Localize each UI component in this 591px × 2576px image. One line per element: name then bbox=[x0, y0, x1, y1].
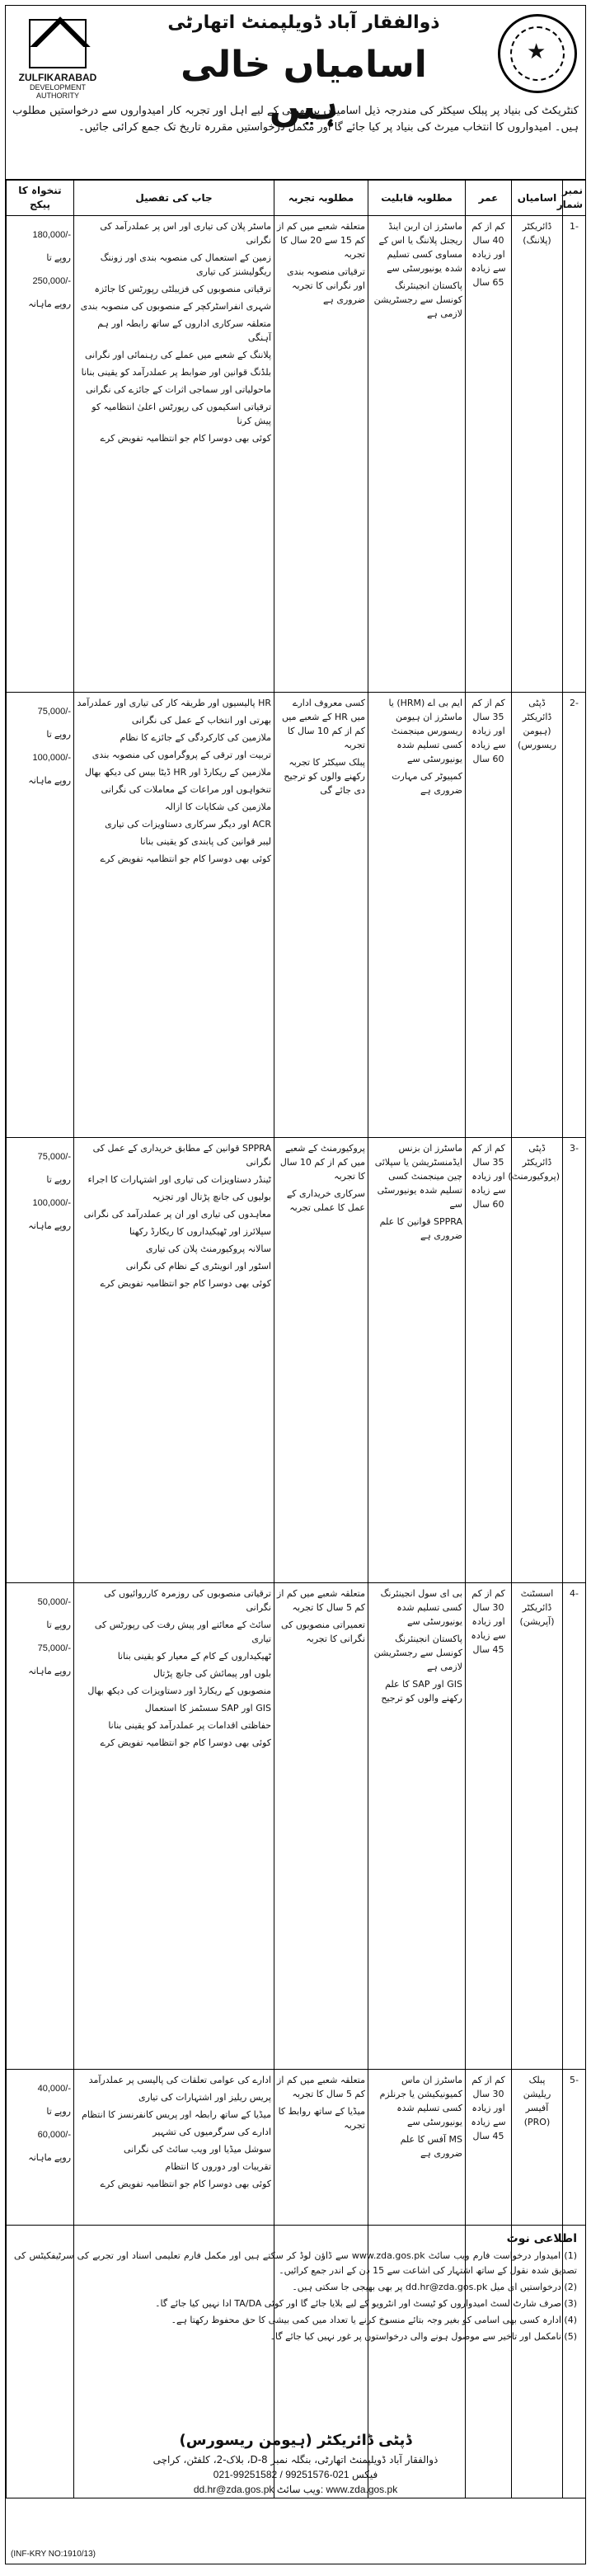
row-job-description-line: ادارے کی عوامی تعلقات کی پالیسی پر عملدرآمد bbox=[88, 2075, 271, 2085]
row-experience-line: سرکاری خریداری کے عمل کا عملی تجربہ bbox=[286, 1188, 365, 1213]
row-job-description-line: ملازمین کی شکایات کا ازالہ bbox=[165, 801, 271, 812]
row-qualification bbox=[368, 1138, 466, 1583]
row-experience bbox=[274, 1138, 368, 1583]
row-experience-line: پروکیورمنٹ کے شعبے میں کم از کم 10 سال کا تجربہ bbox=[279, 1143, 365, 1182]
row-post: ڈائریکٹر (پلاننگ) bbox=[512, 216, 563, 693]
notes-title: اطلاعی نوٹ bbox=[506, 2232, 577, 2245]
row-pay-package-line: روپے تا bbox=[46, 1175, 71, 1185]
email-line: dd.hr@zda.gos.pk ویب سائٹ: www.zda.gos.pk bbox=[193, 2484, 398, 2495]
row-pay-package-line: 50,000/- bbox=[37, 1597, 71, 1607]
row-pay-package-line: روپے تا bbox=[46, 253, 71, 263]
row-job-description-line: پلاننگ کے شعبے میں عملے کی رہنمائی اور نگرانی bbox=[85, 350, 271, 360]
row-pay-package-line: روپے ماہانہ bbox=[28, 1666, 71, 1676]
row-pay-package-line: روپے ماہانہ bbox=[28, 299, 71, 309]
row-job-description-line: کوئی بھی دوسرا کام جو انتظامیہ تفویض کرے bbox=[100, 853, 271, 864]
row-experience bbox=[274, 693, 368, 1138]
note-item: (5) نامکمل اور تاخیر سے موصول ہونے والی درخواستوں پر غور نہیں کیا جائے گا۔ bbox=[270, 2331, 577, 2342]
header-age: عمر bbox=[466, 181, 512, 216]
row-qualification-line: ماسٹرز ان ماس کمیونیکیشن یا جرنلزم کسی تسلیم شدہ یونیورسٹی سے bbox=[379, 2075, 462, 2127]
row-job-description-line: تقریبات اور دوروں کا انتظام bbox=[165, 2161, 271, 2172]
row-pay-package bbox=[7, 1138, 74, 1583]
row-job-description-line: ترقیاتی منصوبوں کی فزیبلٹی رپورٹس کا جائزہ bbox=[94, 284, 271, 294]
row-job-description-line: شہری انفراسٹرکچر کے منصوبوں کی منصوبہ بندی bbox=[80, 301, 271, 312]
row-job-description-line: GIS اور SAP سسٹمز کا استعمال bbox=[144, 1703, 271, 1713]
row-pay-package-line: 75,000/- bbox=[37, 707, 71, 717]
row-job-description-line: ماسٹر پلان کی تیاری اور اس پر عملدرآمد کی نگرانی bbox=[100, 221, 271, 246]
row-serial: -4 bbox=[563, 1583, 586, 2070]
row-job-description-line: سالانہ پروکیورمنٹ پلان کی تیاری bbox=[145, 1243, 271, 1254]
ad-header bbox=[6, 6, 585, 180]
row-job-description-line: ماحولیاتی اور سماجی اثرات کے جائزے کی نگرانی bbox=[86, 384, 271, 395]
row-job-description-line: ادارے کی سرگرمیوں کی تشہیر bbox=[152, 2127, 271, 2137]
ad-footer bbox=[6, 2225, 585, 2564]
row-job-description-line: اسٹور اور انوینٹری کے نظام کی نگرانی bbox=[125, 1261, 271, 1272]
row-post: اسسٹنٹ ڈائریکٹر (آپریشن) bbox=[512, 1583, 563, 2070]
table-header-row bbox=[7, 181, 586, 216]
row-experience-line: متعلقہ شعبے میں کم از کم 15 سے 20 سال کا تجربہ bbox=[277, 221, 365, 260]
vacancy-title: اسامیاں خالی ہیں bbox=[181, 44, 427, 128]
logo-name: ZULFIKARABAD bbox=[18, 72, 97, 83]
row-experience-line: پبلک سیکٹر کا تجربہ رکھنے والوں کو ترجیح دی جائے گی bbox=[284, 757, 365, 796]
row-job-description-line: حفاظتی اقدامات پر عملدرآمد کو یقینی بنانا bbox=[108, 1720, 271, 1731]
header-qualification: مطلوبہ قابلیت bbox=[368, 181, 466, 216]
row-job-description-line: ٹھیکیداروں کے کام کے معیار کو یقینی بنانا bbox=[117, 1651, 271, 1662]
row-pay-package-line: روپے ماہانہ bbox=[28, 2153, 71, 2163]
row-serial: -5 bbox=[563, 2070, 586, 2498]
row-qualification-line: کمپیوٹر کی مہارت ضروری ہے bbox=[392, 771, 462, 796]
row-post: ڈپٹی ڈائریکٹر (پروکیورمنٹ) bbox=[512, 1138, 563, 1583]
row-job-description-line: کوئی بھی دوسرا کام جو انتظامیہ تفویض کرے bbox=[100, 1278, 271, 1289]
note-item: (4) ادارہ کسی بھی اسامی کو بغیر وجہ بتائے منسوخ کرنے یا تعداد میں کمی بیشی کا حق محفوظ رکھتا ہے۔ bbox=[171, 2315, 577, 2325]
row-job-description-line: زمین کے استعمال کی منصوبہ بندی اور زوننگ ریگولیشنز کی تیاری bbox=[100, 252, 271, 277]
row-job-description-line: پریس ریلیز اور اشتہارات کی تیاری bbox=[138, 2092, 271, 2103]
table-row bbox=[7, 216, 586, 693]
notes-list bbox=[14, 2249, 577, 2344]
row-qualification-line: ماسٹرز ان اربن اینڈ ریجنل پلاننگ یا اس کے مساوی کسی تسلیم شدہ یونیورسٹی سے bbox=[378, 221, 462, 274]
row-pay-package-line: روپے ماہانہ bbox=[28, 1221, 71, 1231]
row-job-description-line: ACR اور دیگر سرکاری دستاویزات کی تیاری bbox=[105, 819, 271, 830]
row-job-description bbox=[74, 693, 274, 1138]
row-job-description-line: معاہدوں کی تیاری اور ان پر عملدرآمد کی نگرانی bbox=[83, 1209, 271, 1220]
row-qualification bbox=[368, 1583, 466, 2070]
reference-number: (INF-KRY NO:1910/13) bbox=[11, 2550, 96, 2559]
row-pay-package-line: روپے تا bbox=[46, 730, 71, 740]
row-job-description-line: ملازمین کی کارکردگی کے جائزے کا نظام bbox=[120, 732, 271, 743]
note-item: (3) صرف شارٹ لسٹ امیدواروں کو ٹیسٹ اور انٹرویو کے لیے بلایا جائے گا اور کوئی TA/DA ادا نہیں کیا جائے گا۔ bbox=[155, 2298, 577, 2309]
header-job: جاب کی تفصیل bbox=[74, 181, 274, 216]
row-qualification bbox=[368, 693, 466, 1138]
table-row bbox=[7, 1138, 586, 1583]
row-job-description-line: متعلقہ سرکاری اداروں کے ساتھ رابطہ اور ہم آہنگی bbox=[97, 318, 271, 343]
sindh-government-seal-icon: ★ bbox=[498, 14, 577, 93]
row-pay-package-line: 75,000/- bbox=[37, 1643, 71, 1653]
row-experience bbox=[274, 1583, 368, 2070]
row-job-description-line: ٹینڈر دستاویزات کی تیاری اور اشتہارات کا اجراء bbox=[87, 1174, 271, 1185]
table-row bbox=[7, 693, 586, 1138]
intro-paragraph: کنٹریکٹ کی بنیاد پر پبلک سیکٹر کی مندرجہ ذیل اسامیوں پر بھرتی کے لیے اہل اور تجربہ کار امیدواروں سے درخواستیں مطلوب ہیں۔ امیدواروں کا انتخاب میرٹ کی بنیاد پر کیا جائے گا اور مکمل درخواستیں مقررہ تاریخ تک جمع کرائی جائیں۔ bbox=[12, 105, 579, 134]
row-pay-package-line: 60,000/- bbox=[37, 2130, 71, 2140]
row-job-description-line: سوشل میڈیا اور ویب سائٹ کی نگرانی bbox=[123, 2144, 271, 2155]
row-age: کم از کم 30 سال اور زیادہ سے زیادہ 45 سال bbox=[466, 2070, 512, 2498]
signatory-title: ڈپٹی ڈائریکٹر (ہیومن ریسورس) bbox=[179, 2432, 412, 2449]
row-job-description-line: بلوں اور پیمائش کی جانچ پڑتال bbox=[152, 1668, 271, 1679]
advertisement-page bbox=[5, 5, 586, 2564]
row-pay-package-line: 40,000/- bbox=[37, 2084, 71, 2094]
row-pay-package bbox=[7, 216, 74, 693]
vacancies-table bbox=[6, 180, 586, 2498]
row-post: ڈپٹی ڈائریکٹر (ہیومن ریسورس) bbox=[512, 693, 563, 1138]
row-job-description-line: منصوبوں کے ریکارڈ اور دستاویزات کی دیکھ بھال bbox=[87, 1685, 271, 1696]
row-pay-package-line: 100,000/- bbox=[32, 753, 71, 763]
zda-logo-icon bbox=[29, 19, 87, 68]
header-experience: مطلوبہ تجربہ bbox=[274, 181, 368, 216]
row-qualification-line: MS آفس کا علم ضروری ہے bbox=[400, 2134, 462, 2159]
row-qualification-line: پاکستان انجینئرنگ کونسل سے رجسٹریشن لازمی ہے bbox=[373, 1634, 462, 1672]
header-sr: نمبر شمار bbox=[563, 181, 586, 216]
row-job-description-line: بولیوں کی جانچ پڑتال اور تجزیہ bbox=[152, 1192, 271, 1202]
phone-line: 021-99251582 / فیکس 021-99251576 bbox=[213, 2469, 378, 2480]
row-job-description-line: تربیت اور ترقی کے پروگراموں کی منصوبہ بندی bbox=[91, 750, 271, 760]
row-pay-package-line: 180,000/- bbox=[32, 230, 71, 240]
row-experience-line: متعلقہ شعبے میں کم از کم 5 سال کا تجربہ bbox=[277, 1588, 365, 1613]
row-qualification-line: GIS اور SAP کا علم رکھنے والوں کو ترجیح bbox=[381, 1679, 462, 1704]
row-post: پبلک ریلیشن آفیسر (PRO) bbox=[512, 2070, 563, 2498]
row-job-description-line: HR پالیسیوں اور طریقہ کار کی تیاری اور عملدرآمد bbox=[77, 698, 271, 708]
logo-subtitle: DEVELOPMENT AUTHORITY bbox=[29, 83, 86, 100]
row-experience-line: ترقیاتی منصوبہ بندی اور نگرانی کا تجربہ ضروری ہے bbox=[287, 266, 365, 305]
row-experience-line: کسی معروف ادارے میں HR کے شعبے میں کم از کم 10 سال کا تجربہ bbox=[281, 698, 365, 750]
header-pay: تنخواہ کا پیکج bbox=[7, 181, 74, 216]
row-serial: -3 bbox=[563, 1138, 586, 1583]
row-job-description-line: کوئی بھی دوسرا کام جو انتظامیہ تفویض کرے bbox=[100, 2179, 271, 2189]
row-experience-line: متعلقہ شعبے میں کم از کم 5 سال کا تجربہ bbox=[277, 2075, 365, 2099]
row-job-description bbox=[74, 216, 274, 693]
row-qualification-line: پاکستان انجینئرنگ کونسل سے رجسٹریشن لازمی ہے bbox=[373, 280, 462, 319]
row-job-description-line: لیبر قوانین کی پابندی کو یقینی بنانا bbox=[140, 836, 271, 847]
row-job-description-line: تنخواہوں اور مراعات کے معاملات کی نگرانی bbox=[101, 784, 271, 795]
row-job-description bbox=[74, 1583, 274, 2070]
row-job-description-line: ملازمین کے ریکارڈ اور HR ڈیٹا بیس کی دیکھ بھال bbox=[84, 767, 271, 778]
authority-name: ذوالفقار آباد ڈویلپمنٹ اتھارٹی bbox=[167, 12, 440, 33]
row-experience-line: میڈیا کے ساتھ روابط کا تجربہ bbox=[278, 2106, 365, 2131]
row-age: کم از کم 35 سال اور زیادہ سے زیادہ 60 سال bbox=[466, 1138, 512, 1583]
row-job-description-line: کوئی بھی دوسرا کام جو انتظامیہ تفویض کرے bbox=[100, 433, 271, 444]
header-post: اسامیاں bbox=[512, 181, 563, 216]
office-address: ذوالفقار آباد ڈویلپمنٹ اتھارٹی، بنگلہ نمبر D-8، بلاک-2، کلفٹن، کراچی bbox=[152, 2454, 439, 2466]
row-job-description-line: ترقیاتی منصوبوں کی روزمرہ کارروائیوں کی نگرانی bbox=[104, 1588, 271, 1613]
row-qualification bbox=[368, 216, 466, 693]
row-pay-package-line: روپے تا bbox=[46, 1620, 71, 1630]
signature-block bbox=[129, 2432, 462, 2495]
row-pay-package-line: روپے تا bbox=[46, 2107, 71, 2117]
row-pay-package bbox=[7, 1583, 74, 2070]
row-job-description-line: میڈیا کے ساتھ رابطہ اور پریس کانفرنسز کا انتظام bbox=[82, 2109, 271, 2120]
row-qualification-line: ایم بی اے (HRM) یا ماسٹرز ان ہیومن ریسورس مینجمنٹ کسی تسلیم شدہ یونیورسٹی سے bbox=[388, 698, 462, 764]
row-job-description-line: ترقیاتی اسکیموں کی رپورٹس اعلیٰ انتظامیہ کو پیش کرنا bbox=[91, 402, 271, 426]
row-pay-package-line: 75,000/- bbox=[37, 1152, 71, 1162]
zda-logo bbox=[12, 19, 103, 100]
row-pay-package bbox=[7, 693, 74, 1138]
row-serial: -2 bbox=[563, 693, 586, 1138]
row-age: کم از کم 30 سال اور زیادہ سے زیادہ 45 سال bbox=[466, 1583, 512, 2070]
row-pay-package-line: روپے ماہانہ bbox=[28, 776, 71, 786]
row-qualification-line: SPPRA قوانین کا علم ضروری ہے bbox=[379, 1216, 462, 1241]
row-qualification-line: بی ای سول انجینئرنگ کسی تسلیم شدہ یونیورسٹی سے bbox=[380, 1588, 462, 1627]
row-experience-line: تعمیراتی منصوبوں کی نگرانی کا تجربہ bbox=[280, 1619, 365, 1644]
row-pay-package-line: 100,000/- bbox=[32, 1198, 71, 1208]
row-qualification-line: ماسٹرز ان بزنس ایڈمنسٹریشن یا سپلائی چین مینجمنٹ کسی تسلیم شدہ یونیورسٹی سے bbox=[374, 1143, 462, 1210]
row-job-description-line: کوئی بھی دوسرا کام جو انتظامیہ تفویض کرے bbox=[100, 1737, 271, 1748]
row-job-description bbox=[74, 1138, 274, 1583]
table-row bbox=[7, 1583, 586, 2070]
row-pay-package-line: 250,000/- bbox=[32, 276, 71, 286]
row-job-description-line: سپلائرز اور ٹھیکیداروں کا ریکارڈ رکھنا bbox=[129, 1226, 271, 1237]
row-job-description-line: بھرتی اور انتخاب کے عمل کی نگرانی bbox=[131, 715, 271, 726]
note-item: (1) امیدوار درخواست فارم ویب سائٹ www.zda.gos.pk سے ڈاؤن لوڈ کر سکتے ہیں اور مکمل فارم تعلیمی اسناد اور تجربے کی سرٹیفکیٹس کی تصدیق شدہ نقول کے ساتھ اشتہار کی اشاعت سے 15 دن کے اندر جمع کرائیں۔ bbox=[14, 2250, 577, 2276]
row-age: کم از کم 40 سال اور زیادہ سے زیادہ 65 سال bbox=[466, 216, 512, 693]
row-job-description-line: SPPRA قوانین کے مطابق خریداری کے عمل کی نگرانی bbox=[92, 1143, 271, 1168]
row-experience bbox=[274, 216, 368, 693]
row-age: کم از کم 35 سال اور زیادہ سے زیادہ 60 سال bbox=[466, 693, 512, 1138]
row-job-description-line: سائٹ کے معائنے اور پیش رفت کی رپورٹس کی تیاری bbox=[94, 1619, 271, 1644]
row-job-description-line: بلڈنگ قوانین اور ضوابط پر عملدرآمد کو یقینی بنانا bbox=[81, 367, 271, 378]
row-serial: -1 bbox=[563, 216, 586, 693]
note-item: (2) درخواستیں ای میل dd.hr@zda.gos.pk پر بھی بھیجی جا سکتی ہیں۔ bbox=[292, 2282, 577, 2292]
